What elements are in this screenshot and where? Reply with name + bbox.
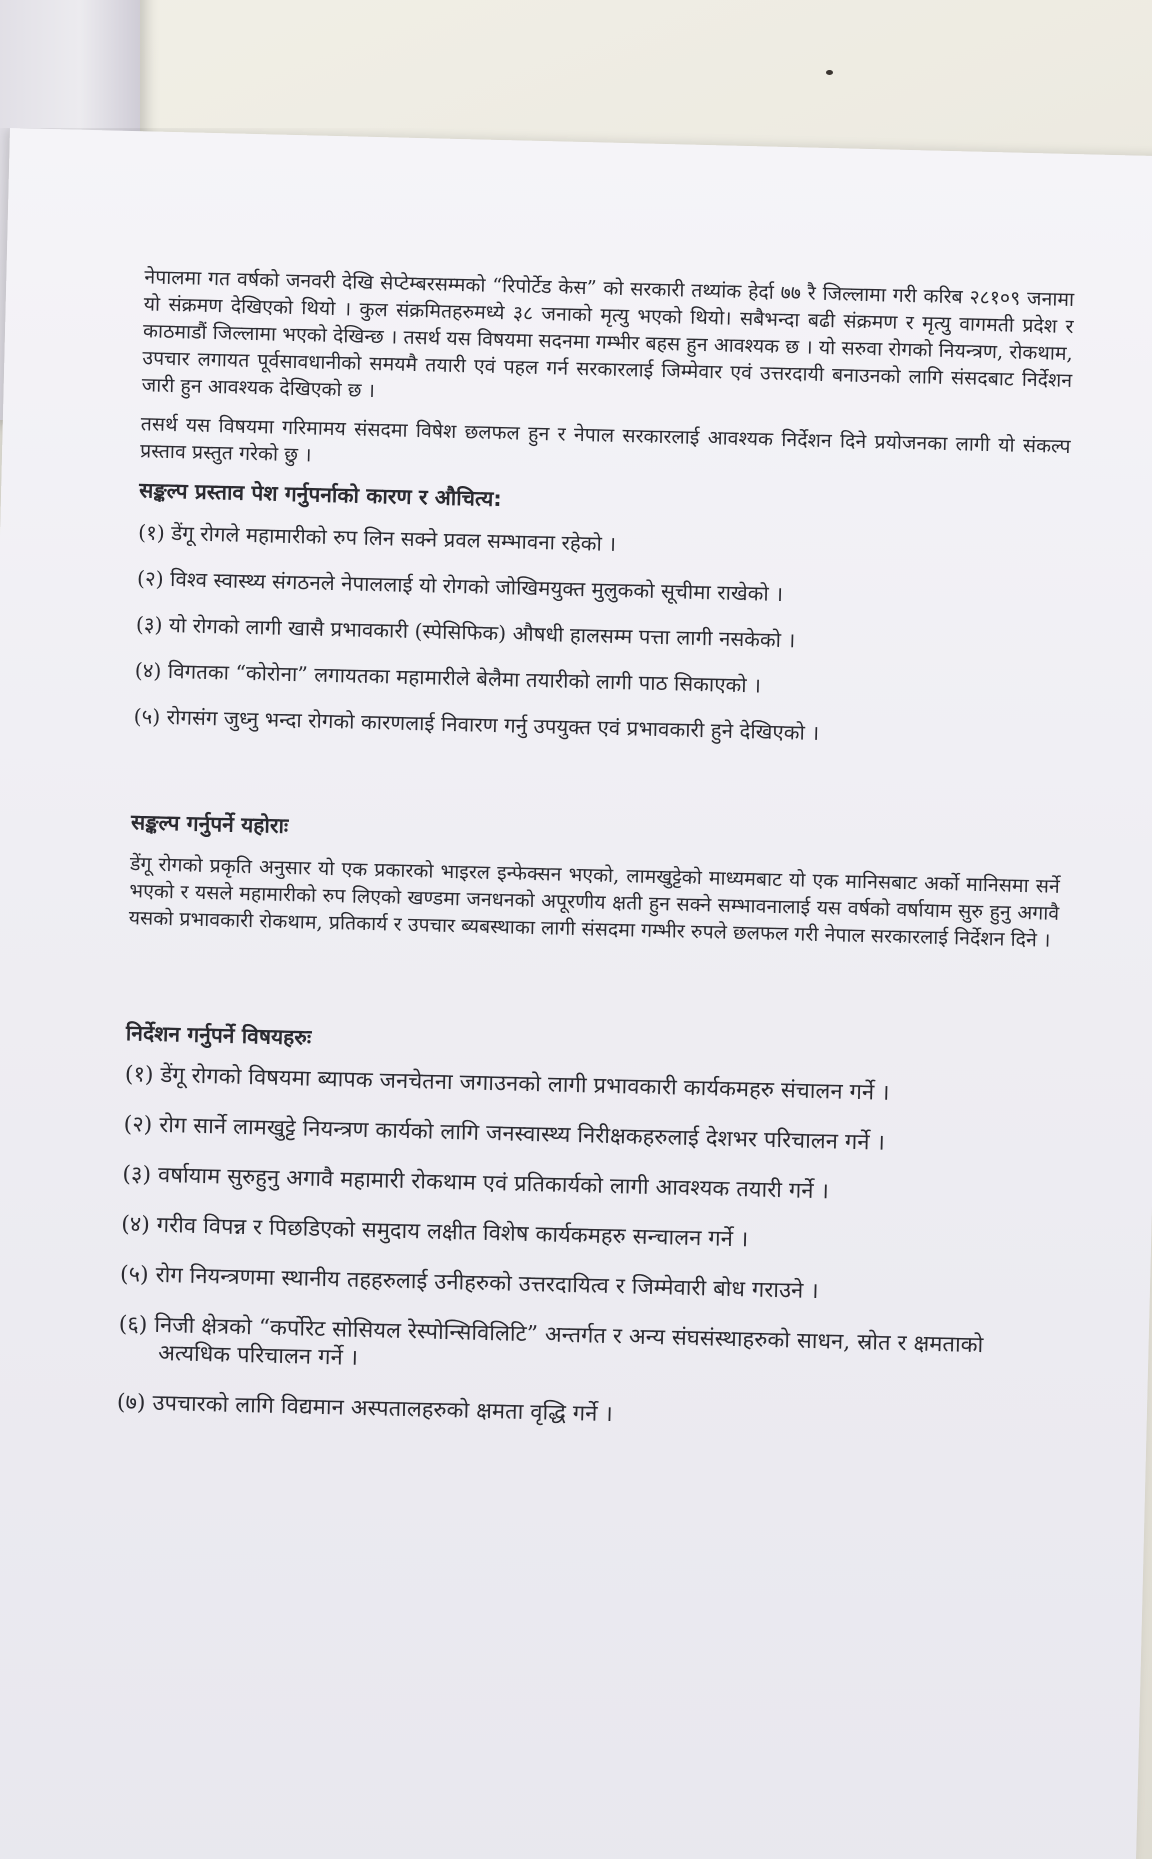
directive-item: (५) रोग नियन्त्रणमा स्थानीय तहहरुलाई उनीहरुको उत्तरदायित्व र जिम्मेवारी बोध गराउने । [119,1262,819,1305]
directives-list [117,1061,1055,1440]
reason-item: (५) रोगसंग जुध्नु भन्दा रोगको कारणलाई निवारण गर्नु उपयुक्त एवं प्रभावकारी हुने देखिएको । [133,704,820,745]
reason-item: (४) विगतका “कोरोना” लगायतका महामारीले बेलैमा तयारीको लागी पाठ सिकाएको । [134,658,762,698]
directive-item: (६) निजी क्षेत्रको “कर्पोरेट सोसियल रेस्पोन्सिविलिटि” अन्तर्गत र अन्य संघसंस्थाहरुको साधन, स्रोत र क्षमताको अत्यधिक परिचालन गर्ने । [118,1312,984,1371]
intro-paragraph-1: नेपालमा गत वर्षको जनवरी देखि सेप्टेम्बरसम्मको “रिपोर्टेड केस” को सरकारी तथ्यांक हेर्दा ७७ रै जिल्लामा गरी करिब २८१०९ जनामा यो संक्रमण देखिएको थियो । कुल संक्रमितहरुमध्ये ३८ जनाको मृत्यु भएको थियो। सबैभन्दा बढी संक्रमण र मृत्यु वागमती प्रदेश र काठमाडौं जिल्लामा भएको देखिन्छ । तसर्थ यस विषयमा सदनमा गम्भीर बहस हुन आवश्यक छ । यो सरुवा रोगको नियन्त्रण, रोकथाम, उपचार लगायत पूर्वसावधानीको समयमै तयारी एवं पहल गर्न सरकारलाई जिम्मेवार एवं उत्तरदायी बनाउनको लागि संसदबाट निर्देशन जारी हुन आवश्यक देखिएको छ । [141,265,1075,402]
reason-item: (३) यो रोगको लागी खासै प्रभावकारी (स्पेसिफिक) औषधी हालसम्म पत्ता लागी नसकेको । [135,612,796,653]
paper [0,128,1152,1859]
reasons-heading: सङ्कल्प प्रस्ताव पेश गर्नुपर्नाको कारण र औचित्य: [138,478,502,512]
directive-item: (४) गरीव विपन्न र पिछडिएको समुदाय लक्षीत विशेष कार्यकमहरु सन्चालन गर्ने । [120,1212,749,1253]
reasons-list [133,518,1068,753]
directive-item: (१) डेंगू रोगको विषयमा ब्यापक जनचेतना जगाउनको लागी प्रभावकारी कार्यकमहरु संचालन गर्ने । [124,1062,890,1106]
directive-item: (३) वर्षायाम सुरुहुनु अगावै महामारी रोकथाम एवं प्रतिकार्यको लागी आवश्यक तयारी गर्ने । [122,1162,830,1205]
resolution-heading: सङ्कल्प गर्नुपर्ने यहोराः [130,810,289,839]
directive-item: (२) रोग सार्ने लामखुट्टे नियन्त्रण कार्यको लागि जनस्वास्थ्य निरीक्षकहरुलाई देशभर परिचालन गर्ने । [123,1112,886,1156]
dust-speck [826,70,833,75]
document-body [116,263,1074,1461]
directives-heading: निर्देशन गर्नुपर्ने विषयहरुः [125,1021,312,1050]
document-sheet [0,128,1152,1859]
directive-item: (७) उपचारको लागि विद्यमान अस्पतालहरुको क्षमता वृद्धि गर्ने । [116,1389,614,1428]
reason-item: (१) डेंगू रोगले महामारीको रुप लिन सक्ने प्रवल सम्भावना रहेको । [137,520,617,556]
resolution-paragraph: डेंगू रोगको प्रकृति अनुसार यो एक प्रकारको भाइरल इन्फेक्सन भएको, लामखुट्टेको माध्यमबाट यो एक मानिसबाट अर्को मानिसमा सर्ने भएको र यसले महामारीको रुप लिएको खण्डमा जनधनको अपूरणीय क्षती हुन सक्ने सम्भावनालाई यस वर्षको वर्षायाम सुरु हुनु अगावै यसको प्रभावकारी रोकथाम, प्रतिकार्य र उपचार ब्यबस्थाका लागी संसदमा गम्भीर रुपले छलफल गरी नेपाल सरकारलाई निर्देशन दिने । [128,852,1061,952]
reason-item: (२) विश्व स्वास्थ्य संगठनले नेपाललाई यो रोगको जोखिमयुक्त मुलुकको सूचीमा राखेको । [136,566,784,607]
intro-paragraph-2: तसर्थ यस विषयमा गरिमामय संसदमा विषेश छलफल हुन र नेपाल सरकारलाई आवश्यक निर्देशन दिने प्रयोजनका लागी यो संकल्प प्रस्ताव प्रस्तुत गरेको छु । [139,412,1071,467]
